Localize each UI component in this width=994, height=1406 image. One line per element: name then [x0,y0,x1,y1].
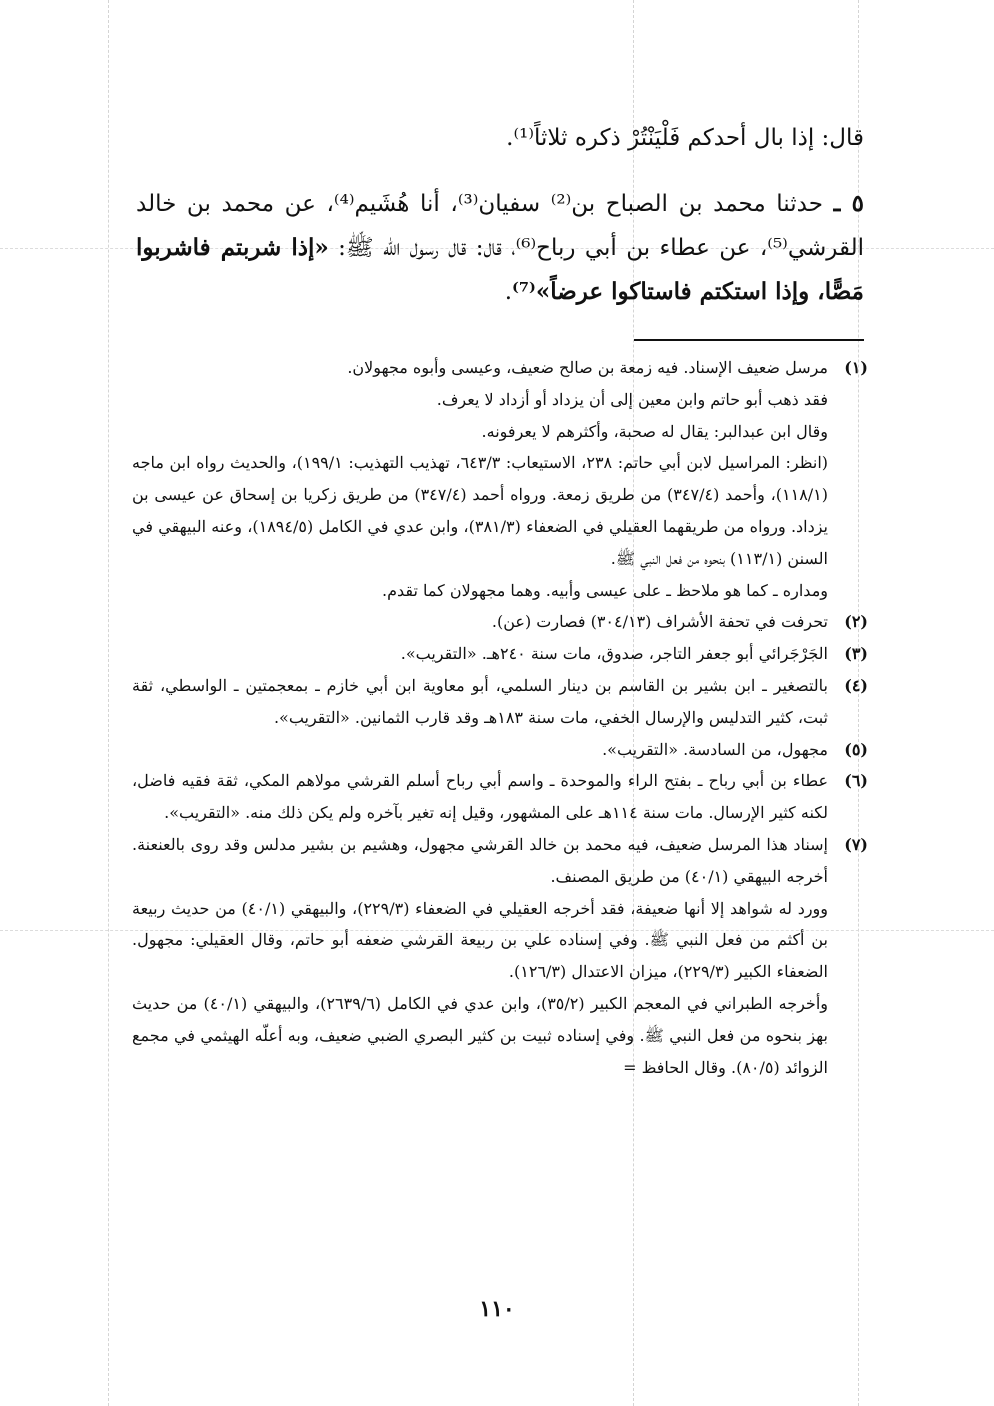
footnote-paragraph: مرسل ضعيف الإسناد. فيه زمعة بن صالح ضعيف، وعيسى وأبوه مجهولان. [347,358,828,377]
footnote [132,765,868,829]
footnote-divider [634,339,864,341]
hadith-end: . [504,279,513,305]
footnote-paragraph: ومداره ـ كما هو ملاحظ ـ على عيسى وأبيه. وهما مجهولان كما تقدم. [382,580,828,600]
hadith-number: ٥ ـ [833,190,864,217]
footnote-paragraph: الجَرْجَرائي أبو جعفر التاجر، صدوق، مات سنة ٢٤٠هـ. «التقريب». [400,644,828,664]
footnote-number: (٢) [844,612,868,632]
hadith-quote: «إذا شربتم فاشربوا مَصًّا، وإذا استكتم فاستاكوا عرضاً»⁽⁷⁾ [136,234,864,305]
footnote-number: (٧) [844,834,868,854]
footnote [132,352,868,606]
footnote [132,829,868,1083]
footnote-paragraph: (انظر: المراسيل لابن أبي حاتم: ٢٣٨، الاستيعاب: ٦٤٣/٣، تهذيب التهذيب: ١٩٩/١)، والحديث رواه ابن ماجه (١١٨/١)، وأحمد (٣٤٧/٤) من طريق زمعة. ورواه أحمد (٣٤٧/٤) من طريق زكريا بن إسحاق عن عيسى بن يزداد. ورواه من طريقهما العقيلي في الضعفاء (٣٨١/٣)، وابن عدي في الكامل (١٨٩٤/٥)، وعنه البيهقي في السنن (١١٣/١) بنحوه من فعل النبي ﷺ. [132,453,829,568]
hadith-paragraph [136,182,864,314]
footnote-number: (٣) [844,644,868,664]
footnote-body [132,734,828,766]
footnote-body [132,765,828,829]
footnote-paragraph: وأخرجه الطبراني في المعجم الكبير (٣٥/٢)، وابن عدي في الكامل (٢٦٣٩/٦)، والبيهقي (٤٠/١) من حديث بهز بنحوه من فعل النبي ﷺ. وفي إسناده ثبيت بن كثير البصري الضبي ضعيف، وبه أعلّه الهيثمي في مجمع الزوائد (٨٠/٥). وقال الحافظ = [132,993,828,1077]
footnote-body [132,352,828,606]
footnotes [132,352,868,1083]
footnote [132,734,868,766]
scan-guide-line [108,0,109,1406]
footnote-number: (٦) [844,771,868,791]
footnote-paragraph: تحرفت في تحفة الأشراف (٣٠٤/١٣) فصارت (عن). [491,612,828,632]
footnote-body [132,829,828,1083]
footnote-paragraph: وقال ابن عبدالبر: يقال له صحبة، وأكثرهم لا يعرفونه. [481,421,828,441]
intro-line: قال: إذا بال أحدكم فَلْيَنْتُرْ ذكره ثلاثاً⁽¹⁾. [506,125,864,151]
footnote-body [132,606,828,638]
footnote [132,606,868,638]
footnote-body [132,670,828,734]
hadith-chain: حدثنا محمد بن الصباح بن⁽²⁾ سفيان⁽³⁾، أنا هُشَيم⁽⁴⁾، عن محمد بن خالد القرشي⁽⁵⁾، عن عطاء بن أبي رباح⁽⁶⁾، قال: قال رسول الله ﷺ: [136,191,864,261]
footnote-number: (٤) [844,675,868,695]
footnote-paragraph: مجهول، من السادسة. «التقريب». [602,739,828,759]
footnote-paragraph: فقد ذهب أبو حاتم وابن معين إلى أن يزداد أو أزداد لا يعرف. [436,389,828,409]
footnote [132,670,868,734]
page-number: ١١٠ [479,1296,515,1322]
intro-text [136,118,864,158]
footnote-number: (١) [844,358,868,377]
footnote-paragraph: وورد له شواهد إلا أنها ضعيفة، فقد أخرجه العقيلي في الضعفاء (٢٢٩/٣)، والبيهقي (٤٠/١) من حديث ربيعة بن أكثم من فعل النبي ﷺ. وفي إسناده علي بن ربيعة القرشي ضعفه أبو حاتم، وقال العقيلي: مجهول. الضعفاء الكبير (٢٢٩/٣)، ميزان الاعتدال (١٢٦/٣). [132,898,829,982]
footnote-paragraph: بالتصغير ـ ابن بشير بن القاسم بن دينار السلمي، أبو معاوية ابن أبي خازم ـ بمعجمتين ـ الواسطي، ثقة ثبت، كثير التدليس والإرسال الخفي، مات سنة ١٨٣هـ وقد قارب الثمانين. «التقريب». [132,675,828,727]
footnote [132,638,868,670]
footnote-paragraph: عطاء بن أبي رباح ـ بفتح الراء والموحدة ـ واسم أبي رباح أسلم القرشي مولاهم المكي، ثقة فقيه فاضل، لكنه كثير الإرسال. مات سنة ١١٤هـ على المشهور، وقيل إنه تغير بآخره ولم يكن ذلك منه. «التقريب». [132,771,828,823]
footnote-number: (٥) [844,739,868,759]
footnote-body [132,638,828,670]
footnote-paragraph: إسناد هذا المرسل ضعيف، فيه محمد بن خالد القرشي مجهول، وهشيم بن بشير مدلس وقد روى بالعنعنة. أخرجه البيهقي (٤٠/١) من طريق المصنف. [132,834,828,886]
